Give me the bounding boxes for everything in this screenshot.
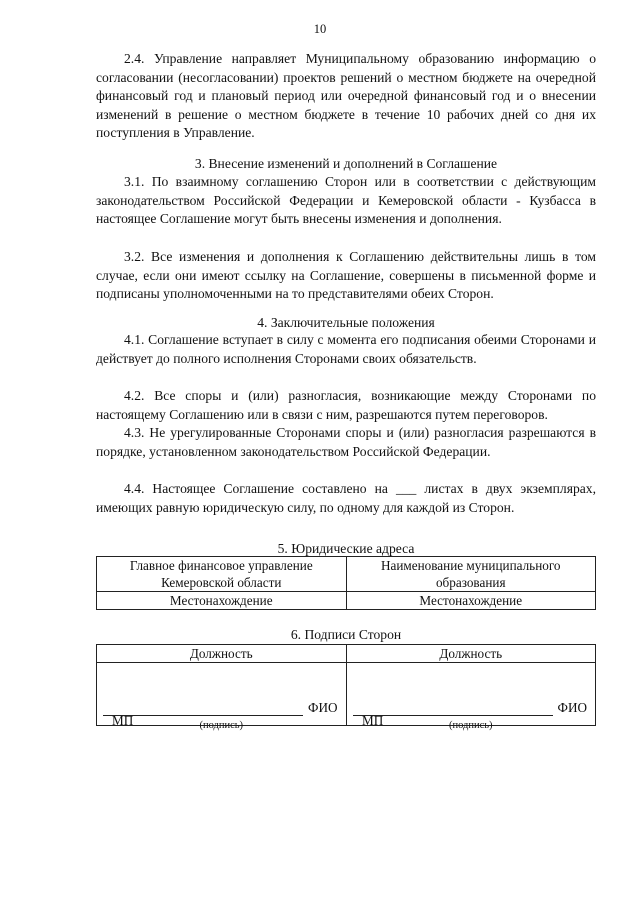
table-row bbox=[97, 663, 596, 726]
paragraph-2-4: 2.4. Управление направляет Муниципальному образованию информацию о согласовании (несогласовании) проектов решений о местном бюджете на очередной финансовый год и плановый период или очередной финансовый год и о внесении изменений в решение о местном бюджете в течение 10 рабочих дней со дня их поступления в Управление. bbox=[96, 51, 596, 141]
table-row bbox=[97, 645, 596, 663]
left-position: Должность bbox=[97, 645, 347, 663]
right-stamp-label: МП bbox=[362, 713, 384, 728]
left-signature-cell bbox=[97, 663, 347, 731]
section-5-title: 5. Юридические адреса bbox=[277, 541, 415, 556]
right-signature-cell bbox=[346, 663, 596, 731]
section-4-title: 4. Заключительные положения bbox=[257, 315, 435, 330]
fio-label: ФИО bbox=[308, 700, 338, 715]
signature-caption: (подпись) bbox=[199, 720, 244, 731]
paragraph-4-3: 4.3. Не урегулированные Сторонами споры и (или) разногласия разрешаются в порядке, установленном законодательством Российской Федерации. bbox=[96, 425, 596, 459]
right-location: Местонахождение bbox=[346, 592, 596, 610]
table-row bbox=[97, 592, 596, 610]
signature-caption: (подпись) bbox=[448, 720, 493, 731]
paragraph-3-1: 3.1. По взаимному соглашению Сторон или в соответствии с действующим законодательством Российской Федерации и Кемеровской области - Кузбасса в настоящее Соглашение могут быть внесены изменения и дополнения. bbox=[96, 174, 596, 227]
paragraph-4-2: 4.2. Все споры и (или) разногласия, возникающие между Сторонами по настоящему Соглашению или в связи с ним, разрешаются путем переговоров. bbox=[96, 388, 596, 422]
paragraph-3-2: 3.2. Все изменения и дополнения к Соглашению действительны лишь в том случае, если они имеют ссылку на Соглашение, совершены в письменной форме и подписаны уполномоченными на то представителями обеих Сторон. bbox=[96, 249, 596, 302]
table-row bbox=[97, 557, 596, 592]
right-position: Должность bbox=[346, 645, 596, 663]
legal-addresses-table bbox=[96, 556, 596, 610]
paragraph-4-1: 4.1. Соглашение вступает в силу с момента его подписания обеими Сторонами и действует до полного исполнения Сторонами своих обязательств. bbox=[96, 332, 596, 366]
page-number: 10 bbox=[313, 22, 327, 36]
fio-label: ФИО bbox=[557, 700, 587, 715]
section-3-title: 3. Внесение изменений и дополнений в Соглашение bbox=[194, 156, 498, 171]
finance-department-name: Главное финансовое управление Кемеровской области bbox=[97, 557, 347, 592]
left-location: Местонахождение bbox=[97, 592, 347, 610]
municipality-name: Наименование муниципального образования bbox=[346, 557, 596, 592]
signatures-table bbox=[96, 644, 596, 731]
left-stamp-label: МП bbox=[112, 713, 134, 728]
paragraph-4-4: 4.4. Настоящее Соглашение составлено на ___ листах в двух экземплярах, имеющих равную юридическую силу, по одному для каждой из Сторон. bbox=[96, 481, 596, 515]
section-6-title: 6. Подписи Сторон bbox=[290, 627, 402, 642]
